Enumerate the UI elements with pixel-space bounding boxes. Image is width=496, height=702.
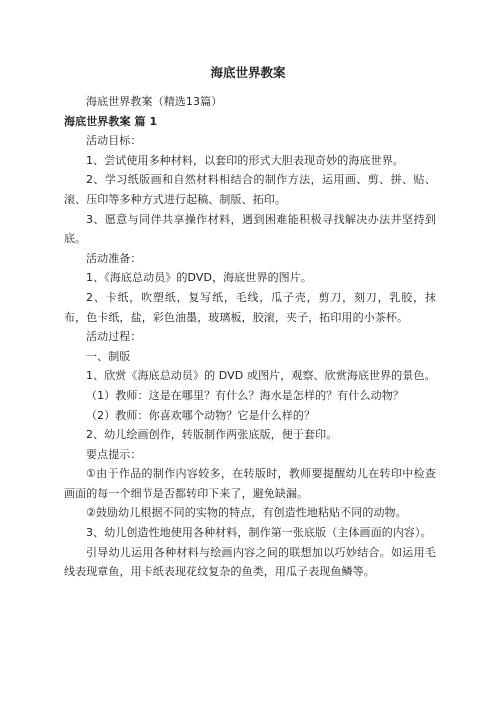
paragraph: 要点提示： bbox=[86, 447, 142, 461]
paragraph: 1、尝试使用多种材料，以套印的形式大胆表现奇妙的海底世界。 bbox=[86, 153, 404, 167]
paragraph: ②鼓励幼儿根据不同的实物的特点，有创造性地粘贴不同的动物。 bbox=[86, 506, 407, 520]
paragraph: 引导幼儿运用各种材料与绘画内容之间的联想加以巧妙结合。如运用毛线表现章鱼，用卡纸表现花纹复杂的鱼类，用瓜子表现鱼鳞等。 bbox=[64, 545, 436, 579]
paragraph: 活动准备： bbox=[86, 251, 142, 265]
paragraph: 一、制版 bbox=[86, 349, 131, 363]
paragraph: 2、幼儿绘画创作，转版制作两张底版，便于套印。 bbox=[86, 428, 338, 442]
paragraph: （2）教师：你喜欢哪个动物？它是什么样的？ bbox=[86, 408, 316, 422]
paragraph: 3、幼儿创造性地使用各种材料，制作第一张底版（主体画面的内容）。 bbox=[86, 526, 432, 540]
paragraph: ①由于作品的制作内容较多，在转版时，教师要提醒幼儿在转印中检查画面的每一个细节是否都转印下来了，避免缺漏。 bbox=[64, 467, 436, 500]
paragraph: 活动目标： bbox=[86, 134, 142, 148]
paragraph: 2、卡纸，吹塑纸，复写纸，毛线，瓜子壳，剪刀，刻刀，乳胶，抹布，色卡纸，盐，彩色油墨，玻璃板，胶滚，夹子，拓印用的小茶杯。 bbox=[64, 290, 436, 324]
document-subtitle: 海底世界教案（精选13篇） bbox=[86, 95, 223, 108]
paragraph: （1）教师：这是在哪里？有什么？海水是怎样的？有什么动物？ bbox=[86, 388, 404, 402]
document-title: 海底世界教案 bbox=[210, 65, 286, 80]
paragraph: 1、《海底总动员》的DVD，海底世界的图片。 bbox=[86, 271, 312, 285]
section-heading: 海底世界教案 篇 1 bbox=[64, 114, 158, 128]
paragraph: 2、学习纸版画和自然材料相结合的制作方法，运用画、剪、拼、贴、滚、压印等多种方式进行起稿、制版、拓印。 bbox=[64, 173, 436, 206]
paragraph: 活动过程： bbox=[86, 330, 142, 344]
paragraph: 3、愿意与同伴共享操作材料，遇到困难能积极寻找解决办法并坚持到底。 bbox=[64, 212, 436, 246]
paragraph: 1、欣赏《海底总动员》的 DVD 或图片，观察、欣赏海底世界的景色。 bbox=[86, 369, 436, 383]
document-body bbox=[64, 92, 436, 582]
